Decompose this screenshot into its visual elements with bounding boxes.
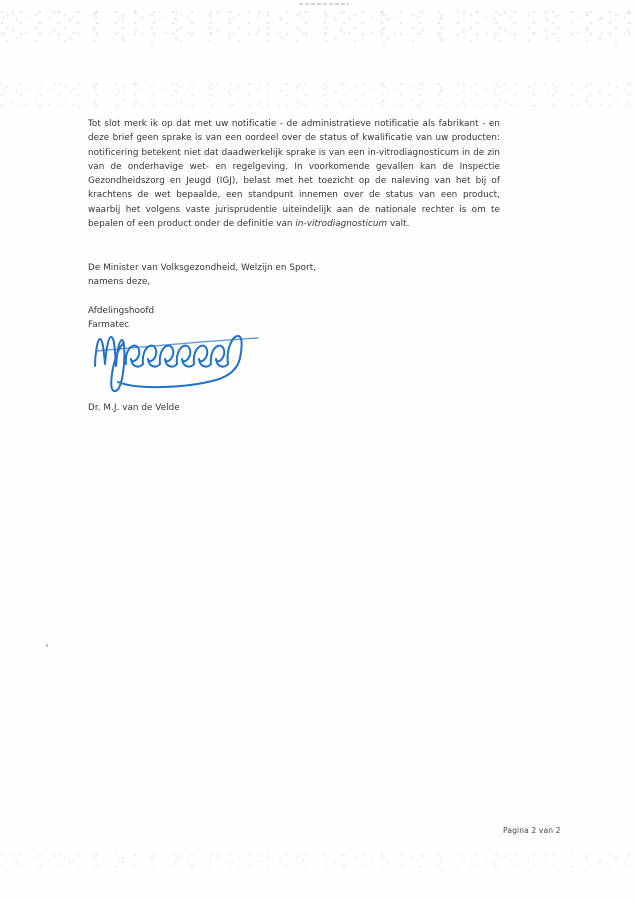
valediction-line-minister: De Minister van Volksgezondheid, Welzijn en Sport, [88, 263, 317, 273]
signatory-role-department: Farmatec [88, 320, 130, 331]
signatory-role [88, 304, 154, 333]
closing-paragraph [88, 117, 500, 231]
scan-bleedthrough-band-bottom [0, 853, 635, 871]
scan-speck [46, 644, 48, 647]
closing-paragraph-text-end: valt. [387, 219, 410, 230]
scan-bleedthrough-band-top [0, 10, 635, 42]
scan-artifact-dash [299, 3, 349, 5]
valediction-line-namens: namens deze, [88, 277, 151, 288]
signature [92, 330, 262, 398]
closing-paragraph-italic-term: in-vitrodiagnosticum [295, 219, 388, 230]
closing-paragraph-text: Tot slot merk ik op dat met uw notificatie - de administratieve notificatie als fabrikant - en deze brief geen sprake is van een oordeel over de status of kwalificatie van uw producten: notificering betekent niet dat daadwerkelijk sprake is van een in-vitrodiagnosticum in de zin van de onderhavige wet- en regelgeving. In voorkomende gevallen kan de Inspectie Gezondheidszorg en Jeugd (IGJ), belast met het toezicht op de naleving van het bij of krachtens de wet bepaalde, een standpunt innemen over de status van een product, waarbij het volgens vaste jurisprudentie uiteindelijk aan de nationale rechter is om te bepalen of een product onder de definitie van [88, 119, 500, 230]
signature-stroke [126, 346, 228, 367]
valediction [88, 261, 316, 290]
page-number: Pagina 2 van 2 [503, 826, 561, 835]
scan-bleedthrough-band-upper [0, 82, 635, 108]
signatory-role-title: Afdelingshoofd [88, 306, 155, 316]
signatory-name: Dr. M.J. van de Velde [88, 403, 180, 413]
